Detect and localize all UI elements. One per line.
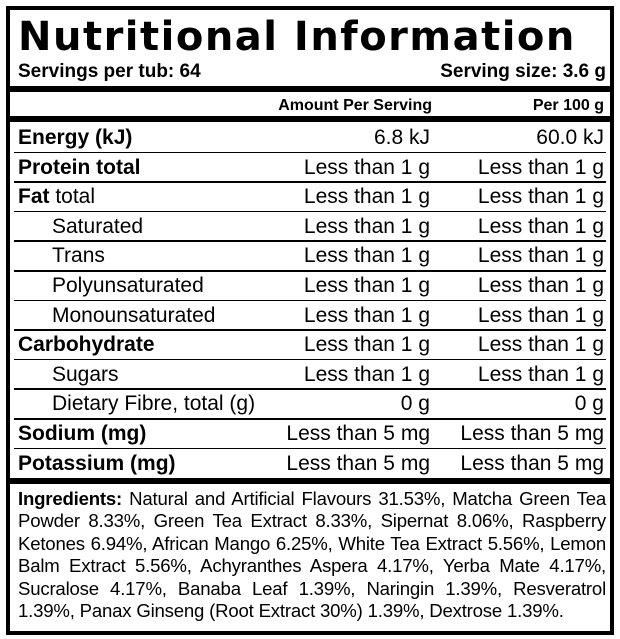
header-per-serving: Amount Per Serving	[278, 97, 432, 114]
value-per-100g: Less than 1 g	[477, 274, 604, 297]
nutrient-row	[10, 271, 610, 301]
value-per-100g: Less than 1 g	[477, 362, 604, 386]
nutrient-row	[10, 330, 610, 360]
value-per-serving: Less than 1 g	[303, 155, 430, 179]
nutrient-name: Fat	[18, 185, 50, 209]
thick-divider-top	[10, 86, 610, 92]
ingredients-label: Ingredients:	[18, 488, 123, 509]
value-per-serving: Less than 1 g	[303, 362, 430, 386]
value-per-100g: Less than 5 mg	[460, 422, 604, 445]
value-per-100g: 0 g	[574, 392, 604, 416]
nutrient-row	[10, 360, 610, 390]
nutrient-name: Potassium (mg)	[18, 451, 176, 475]
nutrient-row	[10, 301, 610, 331]
nutrient-label	[18, 330, 155, 359]
servings-per-tub: Servings per tub: 64	[18, 61, 201, 82]
value-per-serving: Less than 1 g	[303, 333, 430, 357]
header-per-100g: Per 100 g	[532, 97, 604, 114]
value-per-100g: Less than 1 g	[477, 155, 604, 179]
nutrient-label	[18, 123, 132, 152]
value-per-serving: 0 g	[400, 392, 430, 416]
value-per-100g: Less than 1 g	[477, 333, 604, 357]
value-per-serving: Less than 1 g	[303, 185, 430, 209]
value-per-100g: Less than 1 g	[477, 244, 604, 268]
nutrient-name: Dietary Fibre, total (g)	[52, 392, 256, 416]
nutrient-label	[52, 301, 215, 330]
nutrient-label	[52, 241, 105, 270]
nutrient-row	[10, 449, 610, 479]
value-per-serving: Less than 5 mg	[286, 451, 430, 475]
value-per-serving: Less than 1 g	[303, 214, 430, 238]
value-per-100g: Less than 5 mg	[460, 451, 604, 475]
nutrient-name: Sodium (mg)	[18, 422, 147, 445]
value-per-serving: Less than 1 g	[303, 244, 430, 268]
nutrient-label	[18, 449, 176, 478]
nutrient-label	[52, 271, 204, 300]
value-per-100g: 60.0 kJ	[536, 126, 604, 149]
value-per-serving: Less than 1 g	[303, 274, 430, 297]
value-per-100g: Less than 1 g	[477, 214, 604, 238]
nutrient-label	[52, 212, 143, 241]
nutrient-name: Energy (kJ)	[18, 126, 133, 149]
nutrient-name: Polyunsaturated	[52, 274, 204, 297]
value-per-100g: Less than 1 g	[477, 303, 604, 327]
nutrient-label	[52, 360, 119, 389]
thick-divider-header	[10, 116, 610, 122]
value-per-serving: Less than 5 mg	[286, 422, 430, 445]
nutrient-name: Saturated	[52, 214, 144, 238]
nutrient-label	[18, 419, 146, 448]
serving-info	[18, 60, 606, 84]
nutrient-name-suffix: total	[49, 185, 96, 209]
nutrient-label	[18, 153, 141, 182]
nutrition-panel	[6, 6, 614, 635]
nutrient-label	[18, 182, 95, 211]
serving-size: Serving size: 3.6 g	[440, 61, 606, 82]
nutrient-name: Protein total	[18, 155, 141, 179]
value-per-serving: 6.8 kJ	[373, 126, 430, 149]
ingredients-block	[18, 488, 606, 622]
nutrient-row	[10, 419, 610, 449]
nutrient-name: Sugars	[52, 362, 119, 386]
value-per-100g: Less than 1 g	[477, 185, 604, 209]
ingredients-text: Natural and Artificial Flavours 31.53%, Matcha Green Tea Powder 8.33%, Green Tea Extract 8.33%, Sipernat 8.06%, Raspberry Ketones 6.94%, African Mango 6.25%, White Tea Extract 5.56%, Lemon Balm Extract 5.56%, Achyranthes Aspera 4.17%, Yerba Mate 4.17%, Sucralose 4.17%, Banaba Leaf 1.39%, Naringin 1.39%, Resveratrol 1.39%, Panax Ginseng (Root Extract 30%) 1.39%, Dextrose 1.39%.	[18, 488, 606, 622]
nutrient-row	[10, 123, 610, 153]
nutrient-label	[52, 389, 255, 418]
nutrient-name: Carbohydrate	[18, 333, 155, 357]
thick-divider-bottom	[10, 478, 610, 484]
nutrient-name: Monounsaturated	[52, 303, 216, 327]
nutrient-row	[10, 182, 610, 212]
panel-title: Nutritional Information	[18, 14, 576, 60]
value-per-serving: Less than 1 g	[303, 303, 430, 327]
nutrient-row	[10, 153, 610, 183]
nutrient-row	[10, 241, 610, 271]
nutrient-name: Trans	[52, 244, 105, 268]
nutrient-row	[10, 212, 610, 242]
nutrient-row	[10, 389, 610, 419]
